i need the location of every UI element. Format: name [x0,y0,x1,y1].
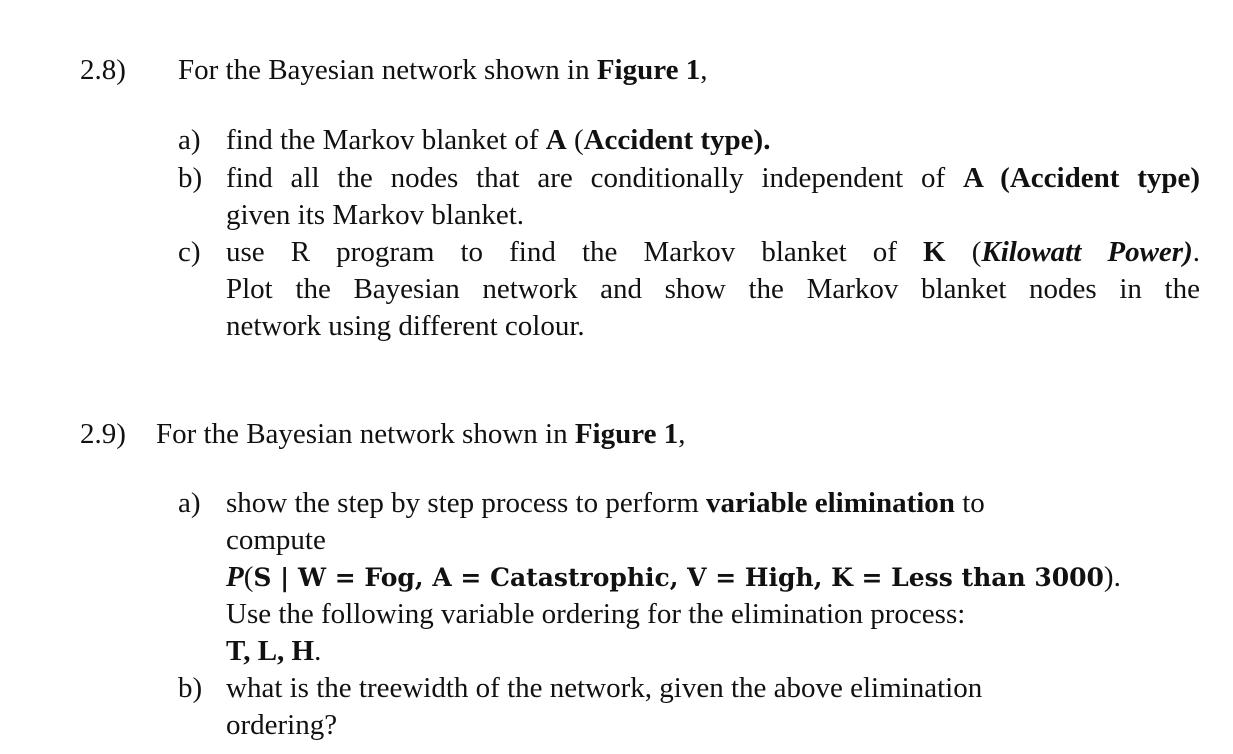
question-number: 2.8) [80,54,126,86]
part-b-text: what is the treewidth of the network, given the above elimination [226,672,983,704]
formula-p: P [226,561,244,593]
part-label: b) [178,672,203,704]
part-c-text-cont: Plot the Bayesian network and show the Markov blanket nodes in the [226,273,1200,305]
part-label: a) [178,487,201,519]
part-a-text-cont: compute [226,524,326,556]
part-a-ordering-text: Use the following variable ordering for the elimination process: [226,598,966,630]
formula: P(S | W = Fog, A = Catastrophic, V = High, K = Less than 3000). [226,561,1121,593]
question-intro: For the Bayesian network shown in Figure 1, [178,54,708,86]
question-number: 2.9) [80,418,126,450]
part-label: a) [178,124,201,156]
part-b-text-cont: ordering? [226,709,338,741]
part-a-text: show the step by step process to perform variable elimination to [226,487,985,519]
part-c-text: use R program to find the Markov blanket of K (Kilowatt Power). [226,236,1200,268]
formula-body: S | W = Fog, A = Catastrophic, V = High, K = Less than 3000 [253,563,1104,592]
part-label: c) [178,236,201,268]
part-c-text-cont2: network using different colour. [226,310,585,342]
part-b-text: find all the nodes that are conditionally independent of A (Accident type) [226,162,1201,194]
part-label: b) [178,162,203,194]
part-b-text-cont: given its Markov blanket. [226,199,525,231]
part-a-text: find the Markov blanket of A (Accident type). [226,124,771,156]
question-intro: For the Bayesian network shown in Figure 1, [156,418,686,450]
elimination-order: T, L, H. [226,635,322,667]
